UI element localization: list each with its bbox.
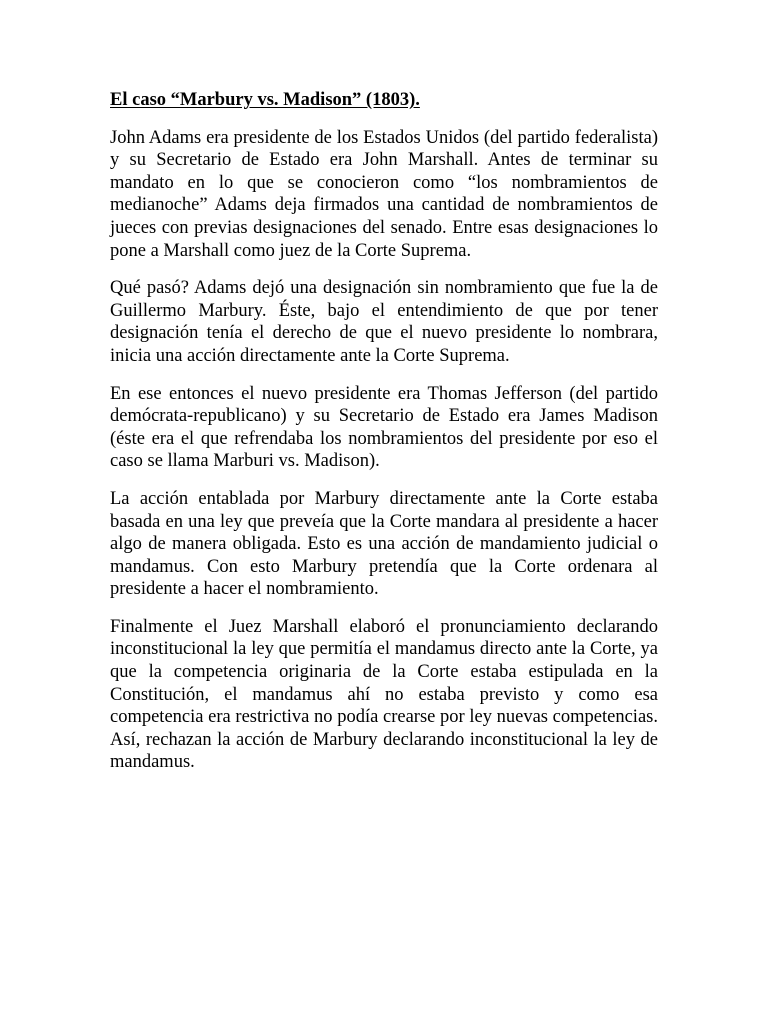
paragraph-4: La acción entablada por Marbury directamente ante la Corte estaba basada en una ley que preveía que la Corte mandara al presidente a hacer algo de manera obligada. Esto es una acción de mandamiento judicial o mandamus. Con esto Marbury pretendía que la Corte ordenara al presidente a hacer el nombramiento. — [110, 488, 658, 600]
paragraph-1: John Adams era presidente de los Estados Unidos (del partido federalista) y su Secretario de Estado era John Marshall. Antes de terminar su mandato en lo que se conocieron como “los nombramientos de medianoche” Adams deja firmados una cantidad de nombramientos de jueces con previas designaciones del senado. Entre esas designaciones lo pone a Marshall como juez de la Corte Suprema. — [110, 127, 658, 261]
document-title: El caso “Marbury vs. Madison” (1803). — [110, 90, 420, 110]
paragraph-3: En ese entonces el nuevo presidente era Thomas Jefferson (del partido demócrata-republicano) y su Secretario de Estado era James Madison (éste era el que refrendaba los nombramientos del presidente por eso el caso se llama Marburi vs. Madison). — [110, 383, 658, 472]
paragraph-2: Qué pasó? Adams dejó una designación sin nombramiento que fue la de Guillermo Marbury. Éste, bajo el entendimiento de que por tener designación tenía el derecho de que el nuevo presidente lo nombrara, inicia una acción directamente ante la Corte Suprema. — [110, 278, 658, 366]
paragraph-5: Finalmente el Juez Marshall elaboró el pronunciamiento declarando inconstitucional la ley que permitía el mandamus directo ante la Corte, ya que la competencia originaria de la Corte estaba estipulada en la Constitución, el mandamus ahí no estaba previsto y como esa competencia era restrictiva no podía crearse por ley nuevas competencias. Así, rechazan la acción de Marbury declarando inconstitucional la ley de mandamus. — [110, 616, 658, 773]
document-body — [110, 89, 658, 789]
